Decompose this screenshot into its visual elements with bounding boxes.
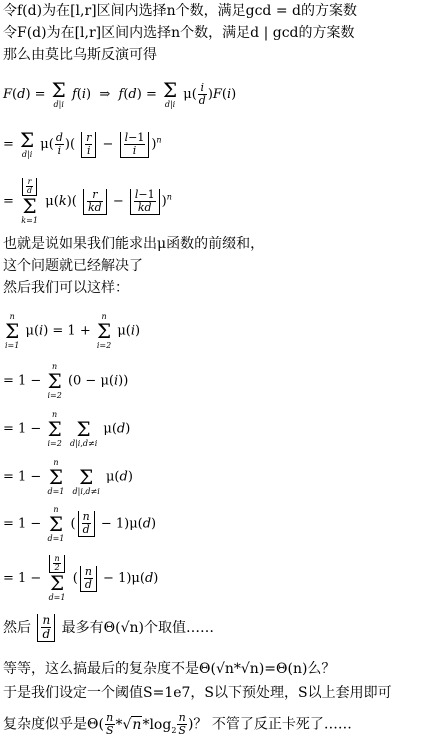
equation-3: = $\frac{r}{d}$ Σ k=1 μ(k)( $\frac{r}{kd}$ − $\frac{l-1}{kd}$ )$^n$ (3, 177, 172, 225)
equation-1: F(d) = Σ d|i f(i) ⇒ f(d) = Σ d|i μ( $\frac{i}{d}$ )F(i) (3, 78, 237, 109)
text-line-6: 然后我们可以这样： (3, 280, 129, 296)
equation-5: = 1 − n Σ i=2 (0 − μ(i)) (3, 362, 129, 400)
text-line-4: 也就是说如果我们能求出μ函数的前缀和， (3, 236, 265, 252)
text-line-2: 令F(d)为在[l,r]区间内选择n个数，满足d | gcd的方案数 (3, 25, 355, 41)
text-line-1: 令f(d)为在[l,r]区间内选择n个数，满足gcd = d的方案数 (3, 3, 357, 19)
equation-9: = 1 − $\frac{n}{2}$ Σ d=1 ( $\frac{n}{d}$ − 1)μ(d) (3, 554, 159, 602)
equation-7: = 1 − n Σ d=1 Σ d|i,d≠i μ(d) (3, 458, 133, 496)
text-line-10 (3, 712, 352, 739)
text-line-7-pre: 然后 (3, 620, 31, 636)
text-line-5: 这个问题就已经解决了 (3, 258, 143, 274)
equation-8: = 1 − n Σ d=1 ( $\frac{n}{d}$ − 1)μ(d) (3, 505, 157, 543)
text-line-9: 于是我们设定一个阈值S=1e7，S以下预处理，S以上套用即可 (3, 685, 392, 701)
equation-2: = Σ d|i μ( $\frac{d}{i}$ )( $\frac{r}{i}$ − $\frac{l-1}{i}$ )$^n$ (3, 128, 162, 159)
text-line-7 (3, 614, 214, 642)
text-line-10-post: )？ 不管了反正卡死了…… (187, 716, 352, 733)
text-line-10-pre: 复杂度似乎是Θ( (3, 716, 104, 733)
text-line-8: 等等，这么搞最后的复杂度不是Θ(√n*√n)=Θ(n)么？ (3, 661, 336, 677)
equation-4: n Σ i=1 μ(i) = 1 + n Σ i=2 μ(i) (5, 312, 141, 350)
complexity-expression: $\frac{n}{S}$ $*√n*\log_2$ $\frac{n}{S}$ (105, 711, 186, 737)
text-line-3: 那么由莫比乌斯反演可得 (3, 47, 157, 63)
equation-6: = 1 − n Σ i=2 Σ d|i,d≠i μ(d) (3, 410, 131, 448)
text-line-7-post: 最多有Θ(√n)个取值…… (61, 620, 214, 636)
floor-n-over-d: $\frac{n}{d}$ (37, 614, 55, 642)
